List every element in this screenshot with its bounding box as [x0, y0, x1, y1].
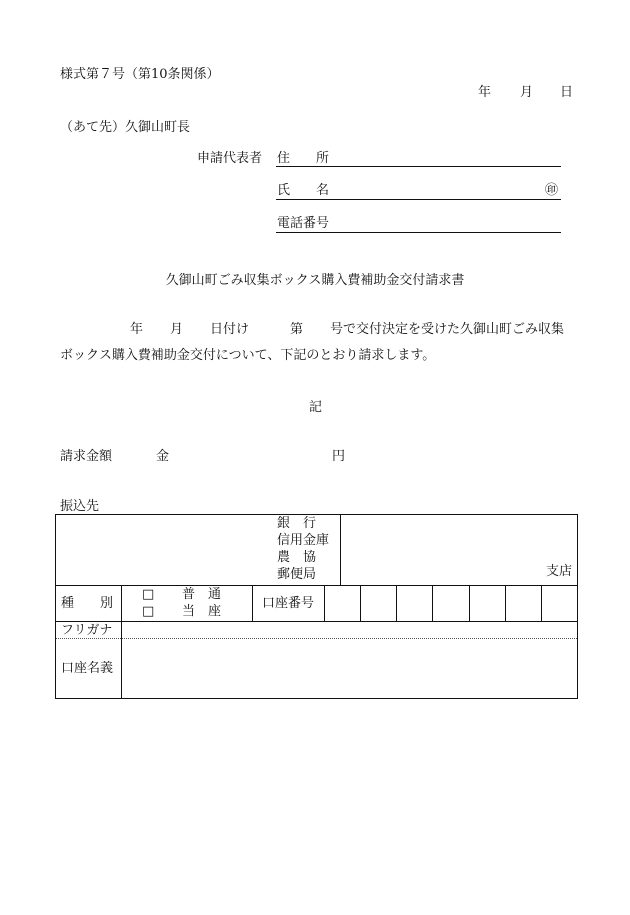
holder-field[interactable] — [122, 640, 576, 697]
furigana-field[interactable] — [122, 622, 576, 637]
body-day: 日付け — [210, 322, 250, 337]
phone-label: 電話番号 — [277, 216, 330, 231]
checkbox-toza-icon[interactable]: □ — [142, 604, 155, 619]
branch-name-field[interactable] — [341, 515, 541, 584]
amount-kin: 金 — [156, 449, 170, 464]
institution-nokyo: 農 協 — [277, 550, 317, 565]
document-title: 久御山町ごみ収集ボックス購入費補助金交付請求書 — [165, 273, 465, 288]
body-month: 月 — [170, 322, 184, 337]
account-type-toza: 当 座 — [182, 604, 222, 619]
type-label: 種 別 — [61, 596, 114, 611]
account-digit-cell[interactable] — [470, 586, 504, 620]
body-dai: 第 — [290, 322, 304, 337]
address-line[interactable] — [276, 166, 561, 167]
name-line[interactable] — [276, 199, 561, 200]
date-year-label: 年 — [478, 85, 492, 100]
account-digit-cell[interactable] — [433, 586, 468, 620]
bank-name-field[interactable] — [56, 515, 275, 584]
institution-bank: 銀 行 — [277, 516, 317, 531]
account-digit-cell[interactable] — [397, 586, 431, 620]
amount-label: 請求金額 — [60, 449, 113, 464]
institution-post: 郵便局 — [277, 567, 317, 582]
bank-section-label: 振込先 — [60, 499, 100, 514]
branch-suffix: 支店 — [546, 564, 573, 579]
body-rest: 号で交付決定を受けた久御山町ごみ収集 — [330, 322, 565, 337]
body-year: 年 — [130, 322, 144, 337]
account-type-futsu: 普 通 — [182, 587, 222, 602]
furigana-label: フリガナ — [61, 623, 113, 638]
account-digit-cell[interactable] — [361, 586, 395, 620]
holder-label: 口座名義 — [61, 661, 114, 676]
name-label: 氏 名 — [277, 183, 330, 198]
seal-mark: ㊞ — [545, 183, 559, 198]
addressee: （あて先）久御山町長 — [60, 120, 191, 135]
date-month-label: 月 — [520, 85, 534, 100]
checkbox-futsu-icon[interactable]: □ — [142, 587, 155, 602]
account-digit-cell[interactable] — [506, 586, 540, 620]
institution-shinkin: 信用金庫 — [277, 533, 330, 548]
account-digit-cell[interactable] — [542, 586, 576, 620]
phone-line[interactable] — [276, 232, 561, 233]
applicant-label: 申請代表者 — [197, 151, 263, 166]
form-number: 様式第７号（第10条関係） — [60, 67, 220, 82]
account-digit-cell[interactable] — [325, 586, 359, 620]
ki-mark: 記 — [309, 400, 323, 415]
date-day-label: 日 — [560, 85, 574, 100]
address-label: 住 所 — [277, 151, 330, 166]
account-number-label: 口座番号 — [262, 596, 315, 611]
amount-yen: 円 — [332, 449, 346, 464]
body-line2: ボックス購入費補助金交付について、下記のとおり請求します。 — [60, 348, 436, 363]
